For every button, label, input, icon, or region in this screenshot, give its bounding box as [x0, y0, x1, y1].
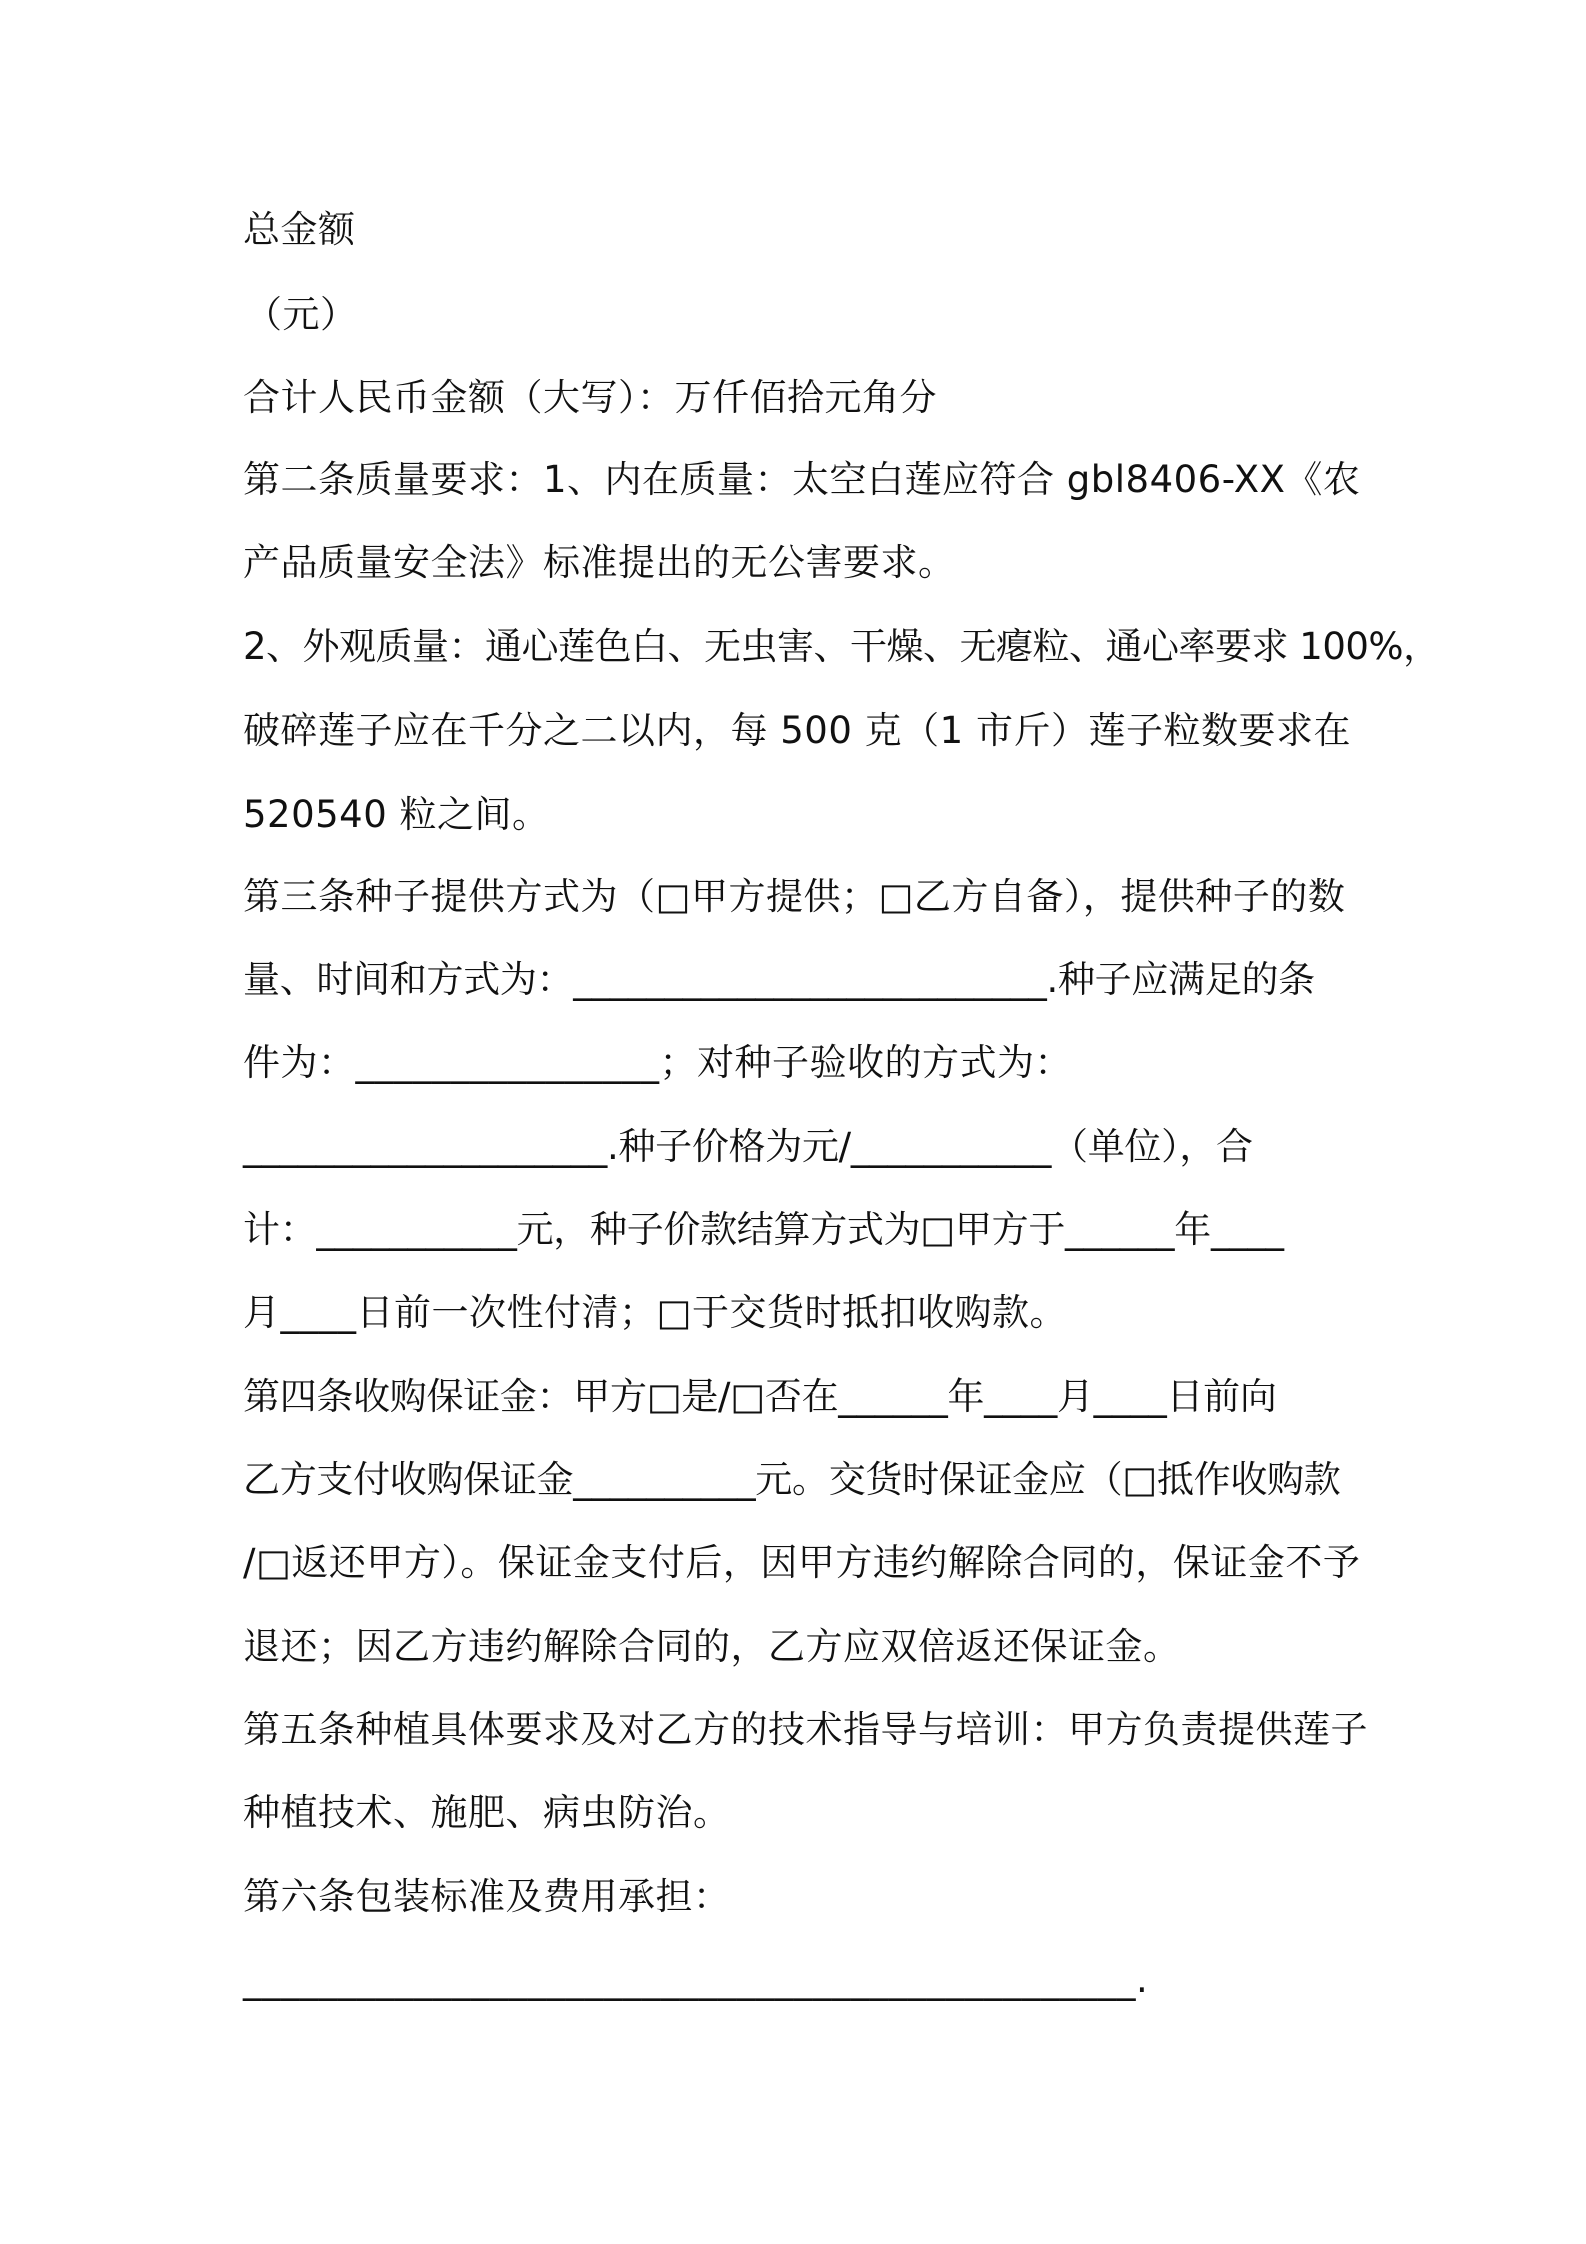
text-line-3: 合计人民币金额（大写）：万仟佰拾元角分: [243, 376, 937, 419]
text-line-17: /□返还甲方）。保证金支付后，因甲方违约解除合同的，保证金不予: [243, 1541, 1361, 1584]
text-line-11: 件为：________________；对种子验收的方式为：: [243, 1041, 1072, 1084]
text-line-13: 计：___________元，种子价款结算方式为□甲方于______年____: [243, 1208, 1284, 1251]
text-line-8: 520540 粒之间。: [243, 793, 550, 836]
text-line-7: 破碎莲子应在千分之二以内，每 500 克（1 市斤）莲子粒数要求在: [243, 709, 1351, 752]
text-line-16: 乙方支付收购保证金__________元。交货时保证金应（□抵作收购款: [243, 1458, 1341, 1501]
text-line-9: 第三条种子提供方式为（□甲方提供；□乙方自备），提供种子的数: [243, 875, 1346, 918]
text-line-15: 第四条收购保证金：甲方□是/□否在______年____月____日前向: [243, 1375, 1277, 1418]
text-line-19: 第五条种植具体要求及对乙方的技术指导与培训：甲方负责提供莲子: [243, 1708, 1368, 1751]
text-line-10: 量、时间和方式为：__________________________.种子应满足的条: [243, 958, 1315, 1001]
text-line-6: 2、外观质量：通心莲色白、无虫害、干燥、无瘪粒、通心率要求 100%，: [243, 625, 1440, 668]
text-line-2: （元）: [245, 293, 358, 336]
text-line-4: 第二条质量要求：1、内在质量：太空白莲应符合 gbl8406-XX《农: [243, 458, 1361, 501]
text-line-20: 种植技术、施肥、病虫防治。: [243, 1791, 731, 1834]
text-line-5: 产品质量安全法》标准提出的无公害要求。: [243, 541, 956, 584]
text-line-18: 退还；因乙方违约解除合同的，乙方应双倍返还保证金。: [243, 1625, 1181, 1668]
text-line-14: 月____日前一次性付清；□于交货时抵扣收购款。: [243, 1291, 1067, 1334]
text-line-22: _______________________________________________.: [243, 1958, 1149, 2001]
text-line-1: 总金额: [243, 208, 356, 251]
text-line-21: 第六条包装标准及费用承担：: [243, 1875, 731, 1918]
text-line-12: ____________________.种子价格为元/___________（单位），合: [243, 1125, 1253, 1168]
